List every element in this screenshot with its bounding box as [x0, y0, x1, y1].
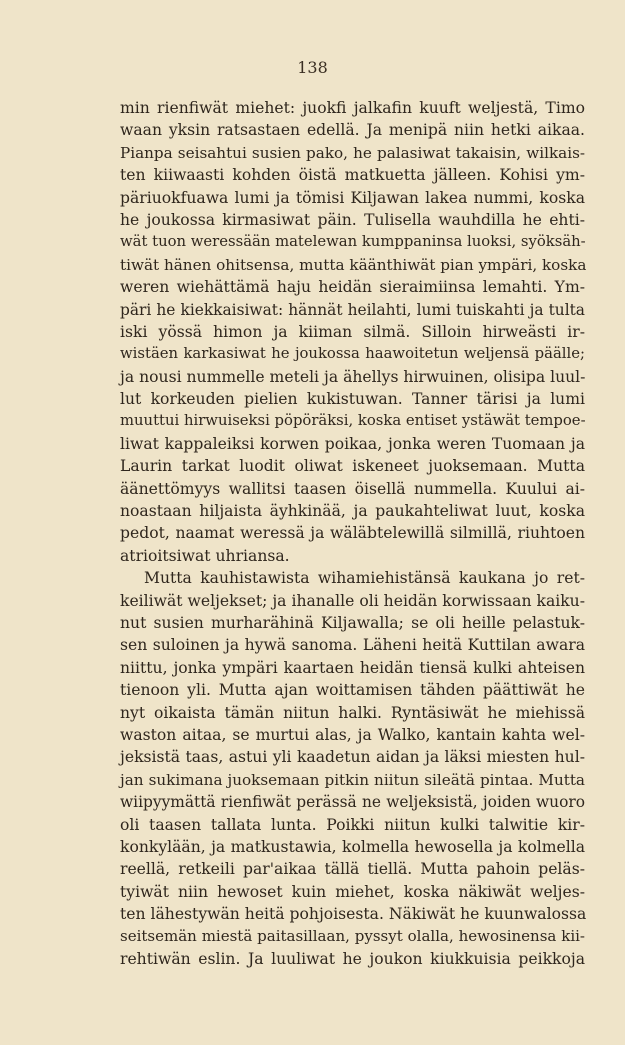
- text-line: Mutta kauhistawista wihamiehistänsä kaukana jo ret-: [144, 569, 585, 588]
- text-line: ja nousi nummelle meteli ja ähellys hirwuinen, olisipa luul-: [120, 367, 586, 386]
- text-line: reellä, retkeili par'aikaa tällä tiellä. Mutta pahoin peläs-: [120, 860, 585, 879]
- text-line: sen suloinen ja hywä sanoma. Läheni heitä Kuttilan awara: [120, 636, 585, 655]
- text-line: äänettömyys wallitsi taasen öisellä nummella. Kuului ai-: [120, 479, 585, 498]
- text-line: waan yksin ratsastaen edellä. Ja menipä niin hetki aikaa.: [120, 121, 585, 140]
- text-line: keiliwät weljekset; ja ihanalle oli heidän korwissaan kaiku-: [120, 591, 585, 610]
- text-line: ten kiiwaasti kohden öistä matkuetta jälleen. Kohisi ym-: [120, 166, 585, 185]
- text-line: oli taasen tallata lunta. Poikki niitun kulki talwitie kir-: [120, 815, 585, 834]
- text-line: nut susien murharähinä Kiljawalla; se oli heille pelastuk-: [120, 613, 585, 632]
- text-line: nyt oikaista tämän niitun halki. Ryntäsiwät he miehissä: [120, 703, 585, 722]
- text-line: Pianpa seisahtui susien pako, he palasiwat takaisin, wilkais-: [120, 143, 585, 162]
- text-line: wiipyymättä rienfiwät perässä ne weljeksistä, joiden wuoro: [120, 793, 585, 812]
- text-line: pedot, naamat weressä ja wäläbtelewillä silmillä, riuhtoen: [120, 524, 585, 543]
- text-line: weren wiehättämä haju heidän sieraimiinsa lemahti. Ym-: [120, 278, 585, 297]
- text-line: wät tuon weressään matelewan kumppaninsa luoksi, syöksäh-: [120, 233, 586, 251]
- text-line: lut korkeuden pielien kukistuwan. Tanner tärisi ja lumi: [120, 390, 585, 409]
- text-line: päriuokfuawa lumi ja tömisi Kiljawan lakea nummi, koska: [120, 188, 585, 207]
- text-line: jan sukimana juoksemaan pitkin niitun sileätä pintaa. Mutta: [120, 770, 585, 789]
- text-line: Laurin tarkat luodit oliwat iskeneet juoksemaan. Mutta: [120, 457, 585, 476]
- text-line: niittu, jonka ympäri kaartaen heidän tiensä kulki ahteisen: [120, 658, 585, 677]
- text-line: waston aitaa, se murtui alas, ja Walko, kantain kahta wel-: [120, 725, 585, 744]
- text-line: päri he kiekkaisiwat: hännät heilahti, lumi tuiskahti ja tulta: [120, 300, 585, 319]
- text-line: atrioitsiwat uhriansa.: [120, 546, 290, 565]
- text-line: jeksistä taas, astui yli kaadetun aidan ja läksi miesten hul-: [120, 748, 585, 767]
- text-line: seitsemän miestä paitasillaan, pyssyt olalla, hewosinensa kii-: [120, 927, 585, 946]
- text-line: wistäen karkasiwat he joukossa haawoitetun weljensä päälle;: [120, 345, 585, 363]
- text-line: rehtiwän eslin. Ja luuliwat he joukon kiukkuisia peikkoja: [120, 949, 585, 968]
- text-line: tiwät hänen ohitsensa, mutta käänthiwät pian ympäri, koska: [120, 255, 587, 274]
- text-line: muuttui hirwuiseksi pöpöräksi, koska entiset ystäwät tempoe-: [120, 412, 586, 430]
- text-line: noastaan hiljaista äyhkinää, ja paukahteliwat luut, koska: [120, 502, 585, 521]
- text-line: liwat kappaleiksi korwen poikaa, jonka weren Tuomaan ja: [120, 434, 585, 453]
- text-line: iski yössä himon ja kiiman silmä. Silloin hirweästi ir-: [120, 322, 585, 341]
- body-text: [120, 97, 585, 970]
- text-line: konkylään, ja matkustawia, kolmella hewosella ja kolmella: [120, 837, 585, 856]
- text-line: tyiwät niin hewoset kuin miehet, koska näkiwät weljes-: [120, 882, 585, 901]
- text-line: tienoon yli. Mutta ajan woittamisen tähden päättiwät he: [120, 681, 585, 700]
- text-line: ten lähestywän heitä pohjoisesta. Näkiwät he kuunwalossa: [120, 905, 587, 924]
- text-line: he joukossa kirmasiwat päin. Tulisella wauhdilla he ehti-: [120, 210, 585, 229]
- page-number: 138: [297, 58, 328, 77]
- text-line: min rienfiwät miehet: juokfi jalkafin kuuft weljestä, Timo: [120, 99, 585, 117]
